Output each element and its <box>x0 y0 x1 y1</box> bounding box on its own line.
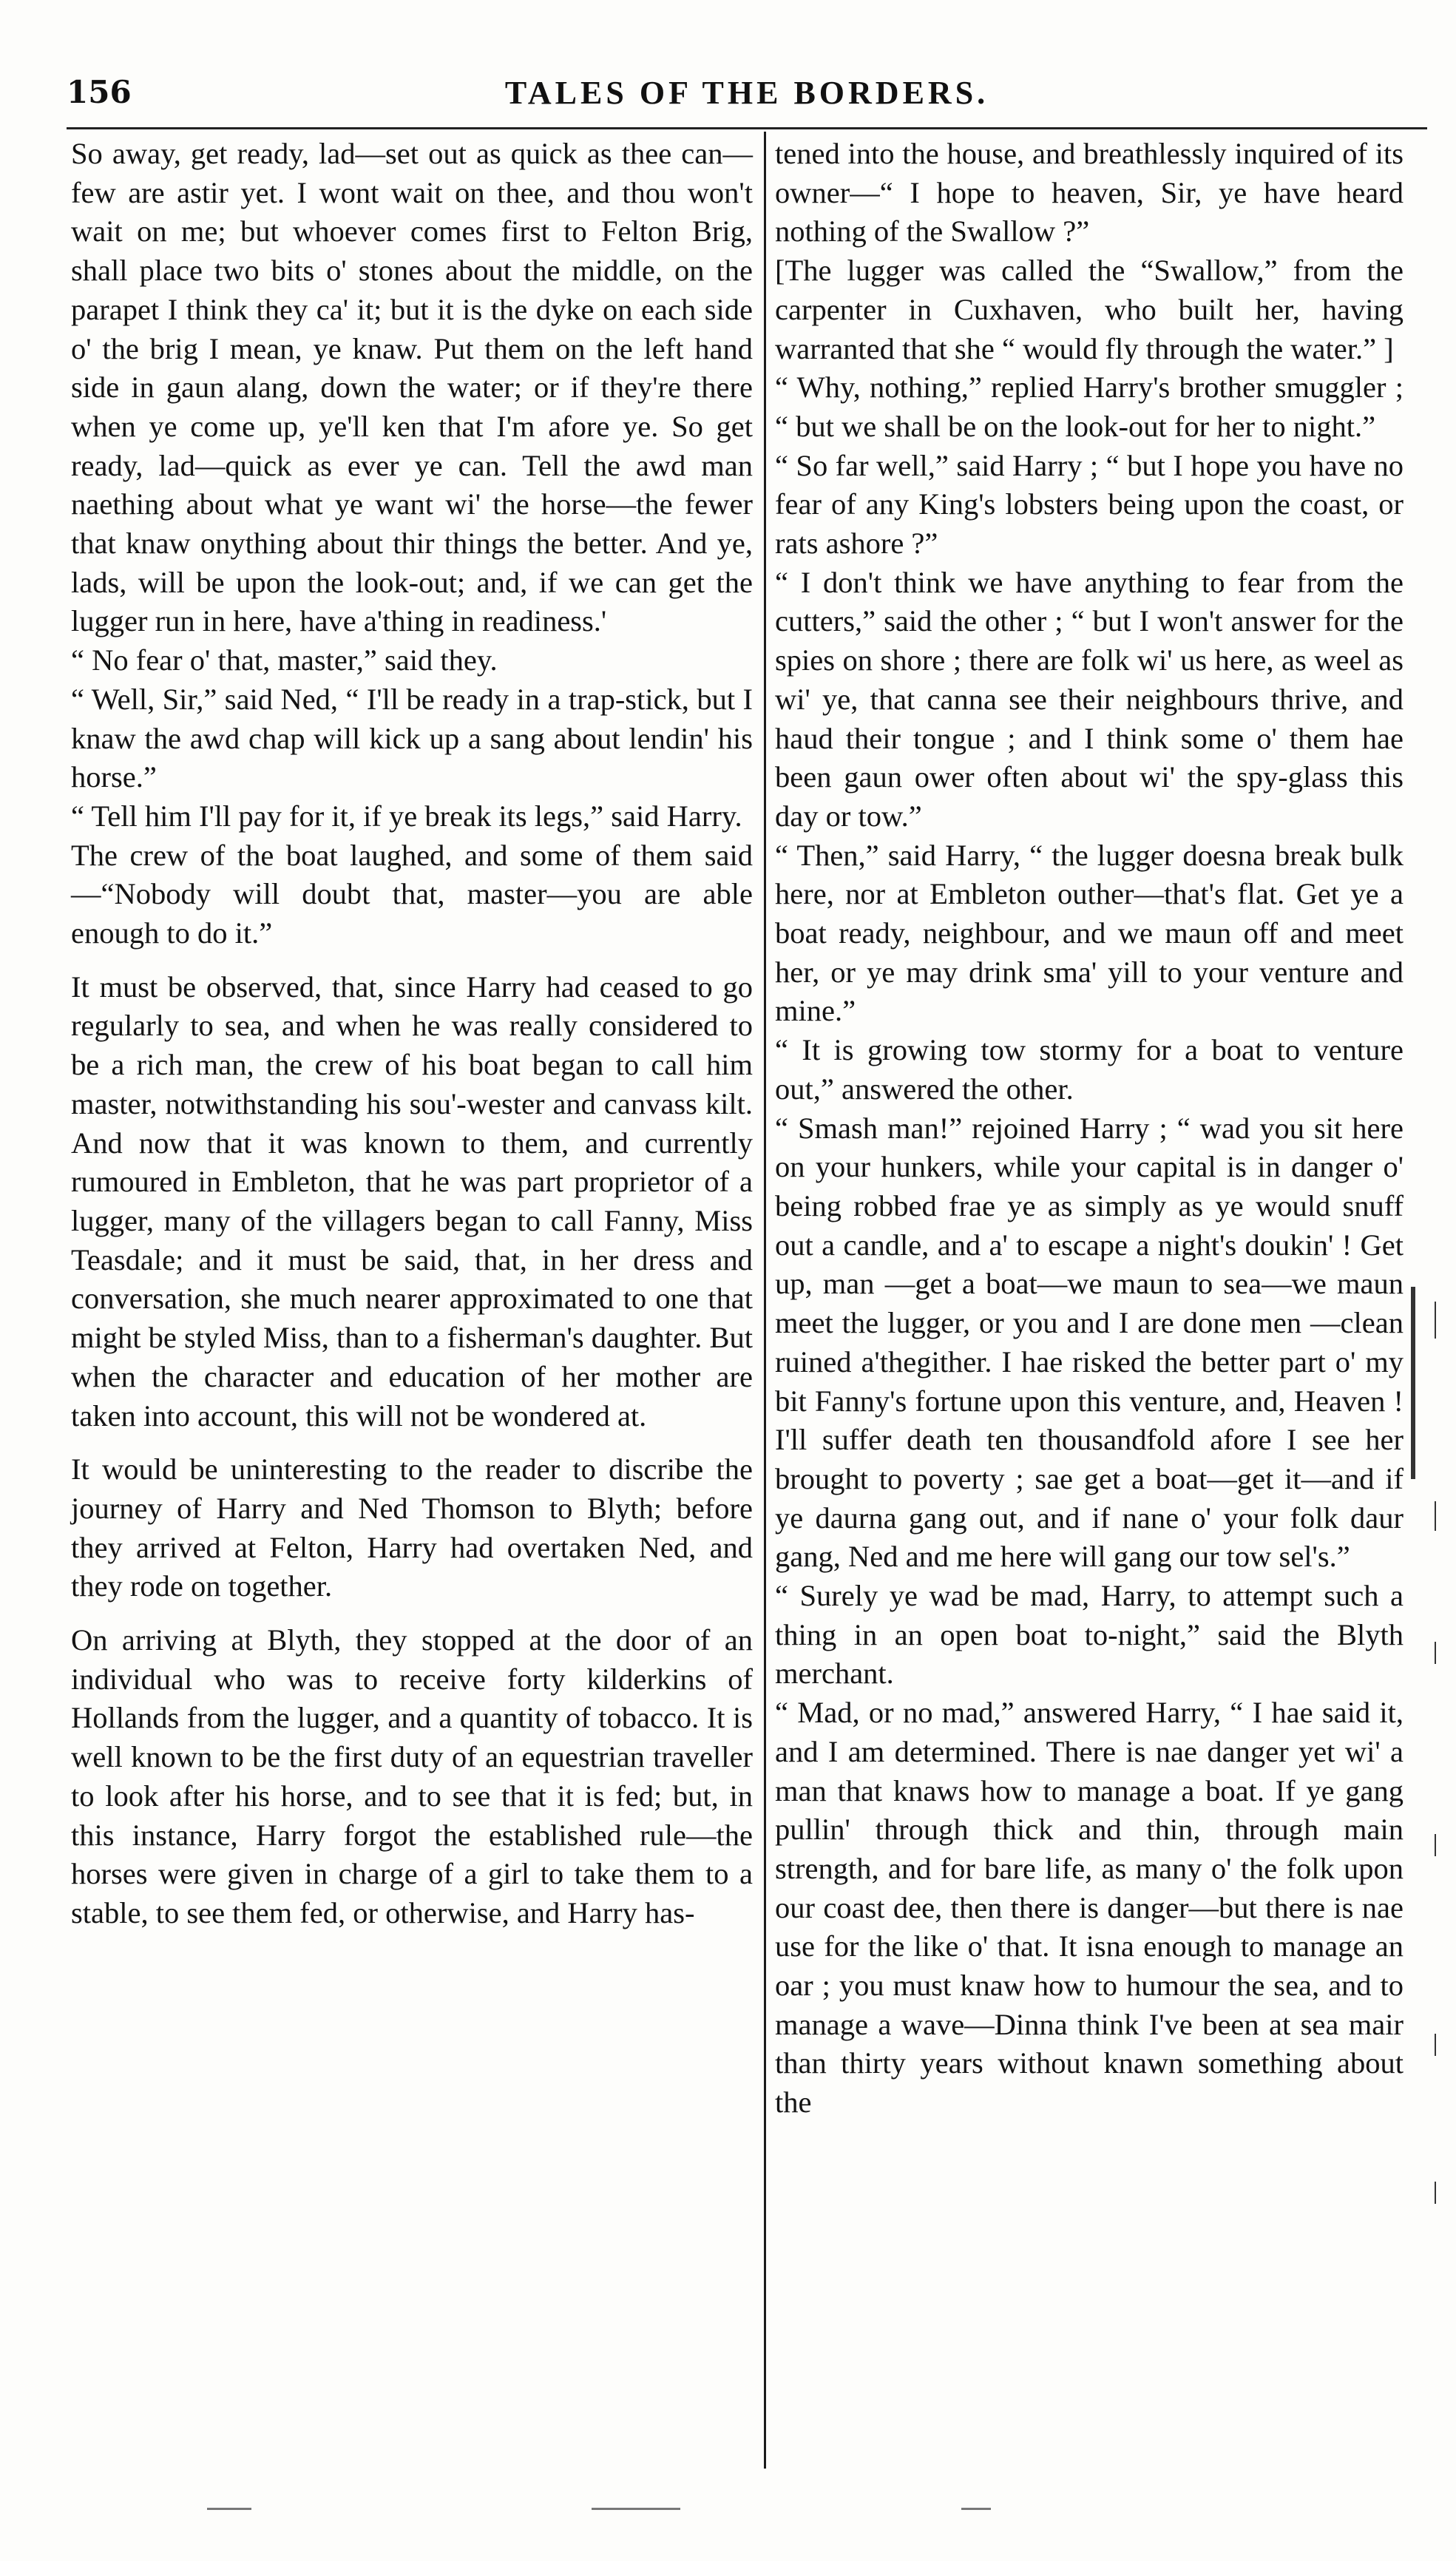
scan-margin-artifacts <box>1405 1257 1449 2293</box>
paragraph: “ Then,” said Harry, “ the lugger doesna break bulk here, nor at Embleton outher—that's flat. Get ye a boat ready, neighbour, and we maun off and meet her, or ye may drink sma' yill to your venture and mine.” <box>775 838 1403 1028</box>
paragraph: “ Surely ye wad be mad, Harry, to attempt such a thing in an open boat to-night,” said the Blyth merchant. <box>775 1579 1403 1691</box>
paragraph: On arriving at Blyth, they stopped at the door of an individual who was to receive forty kilderkins of Hollands from the lugger, and a quantity of tobacco. It is well known to be the first duty of an equestrian traveller to look after his horse, and to see that it is fed; but, in this instance, Harry forgot the established rule—the horses were given in charge of a girl to take them to a stable, to see them fed, or otherwise, and Harry has- <box>71 1623 753 1929</box>
paragraph: “ No fear o' that, master,” said they. <box>71 643 498 677</box>
paragraph: The crew of the boat laughed, and some of them said—“Nobody will doubt that, master—you are able enough to do it.” <box>71 838 753 950</box>
running-title: TALES OF THE BORDERS. <box>504 75 989 111</box>
paragraph: “ Well, Sir,” said Ned, “ I'll be ready in a trap-stick, but I knaw the awd chap will kick up a sang about lendin' his horse.” <box>71 682 753 794</box>
paragraph: “ Smash man!” rejoined Harry ; “ wad you sit here on your hunkers, while your capital is in danger o' being robbed frae ye as simply as ye would snuff out a candle, and a' to escape a night's doukin' ! Get up, man —get a boat—we maun to sea—we maun meet the lugger, or you and I are done men —clean ruined a'thegither. I hae risked the better part o' my bit Fanny's fortune upon this venture, and, Heaven ! I'll suffer death ten thousandfold afore I see her brought to poverty ; sae get a boat—get it—and if ye daurna gang out, and if nane o' your folk daur gang, Ned and me here will gang our tow sel's.” <box>775 1111 1403 1574</box>
page-number: 156 <box>67 74 132 110</box>
header-rule <box>67 127 1427 129</box>
paragraph: [The lugger was called the “Swallow,” from the carpenter in Cuxhaven, who built her, having warranted that she “ would fly through the water.” ] <box>775 254 1403 365</box>
scan-bottom-artifacts <box>148 2503 1257 2518</box>
page-header <box>67 74 1427 126</box>
left-column <box>71 135 753 1933</box>
paragraph: “ So far well,” said Harry ; “ but I hope you have no fear of any King's lobsters being upon the coast, or rats ashore ?” <box>775 448 1403 561</box>
paragraph: tened into the house, and breathlessly inquired of its owner—“ I hope to heaven, Sir, ye have heard nothing of the Swallow ?” <box>775 137 1403 248</box>
paragraph: “ I don't think we have anything to fear from the cutters,” said the other ; “ but I won't answer for the spies on shore ; there are folk wi' us here, as weel as wi' ye, that canna see their neighbours thrive, and haud their tongue ; and I think some o' them hae been gaun ower often about wi' the spy-glass this day or tow.” <box>775 565 1403 833</box>
column-divider <box>764 132 766 2469</box>
paragraph: “ It is growing tow stormy for a boat to venture out,” answered the other. <box>775 1033 1403 1106</box>
paragraph: “ Mad, or no mad,” answered Harry, “ I hae said it, and I am determined. There is nae danger yet wi' a man that knaws how to manage a boat. If ye gang pullin' through thick and thin, through main strength, and for bare life, as many o' the folk upon our coast dee, then there is danger—but there is nae use for the like o' that. It isna enough to manage an oar ; you must knaw how to humour the sea, and to manage a wave—Dinna think I've been at sea mair than thirty years without knawn something about the <box>775 1696 1403 2119</box>
right-column <box>775 135 1403 2122</box>
paragraph: So away, get ready, lad—set out as quick as thee can—few are astir yet. I wont wait on thee, and thou won't wait on me; but whoever comes first to Felton Brig, shall place two bits o' stones about the middle, on the parapet I think they ca' it; but it is the dyke on each side o' the brig I mean, ye knaw. Put them on the left hand side in gaun alang, down the water; or if they're there when ye come up, ye'll ken that I'm afore ye. So get ready, lad—quick as ever ye can. Tell the awd man naething about what ye want wi' the horse—the fewer that knaw onything about thir things the better. And ye, lads, will be upon the look-out; and, if we can get the lugger run in here, have a'thing in readiness.' <box>71 137 753 638</box>
paragraph: It must be observed, that, since Harry had ceased to go regularly to sea, and when he was really considered to be a rich man, the crew of his boat began to call him master, notwithstanding his sou'-wester and canvass kilt. And now that it was known to them, and currently rumoured in Embleton, that he was part proprietor of a lugger, many of the villagers began to call Fanny, Miss Teasdale; and it must be said, that, in her dress and conversation, she much nearer approximated to one that might be styled Miss, than to a fisherman's daughter. But when the character and education of her mother are taken into account, this will not be wondered at. <box>71 970 753 1432</box>
paragraph: It would be uninteresting to the reader to discribe the journey of Harry and Ned Thomson to Blyth; before they arrived at Felton, Harry had overtaken Ned, and they rode on together. <box>71 1452 753 1603</box>
paragraph: “ Why, nothing,” replied Harry's brother smuggler ; “ but we shall be on the look-out for her to night.” <box>775 371 1403 443</box>
paragraph: “ Tell him I'll pay for it, if ye break its legs,” said Harry. <box>71 799 742 833</box>
